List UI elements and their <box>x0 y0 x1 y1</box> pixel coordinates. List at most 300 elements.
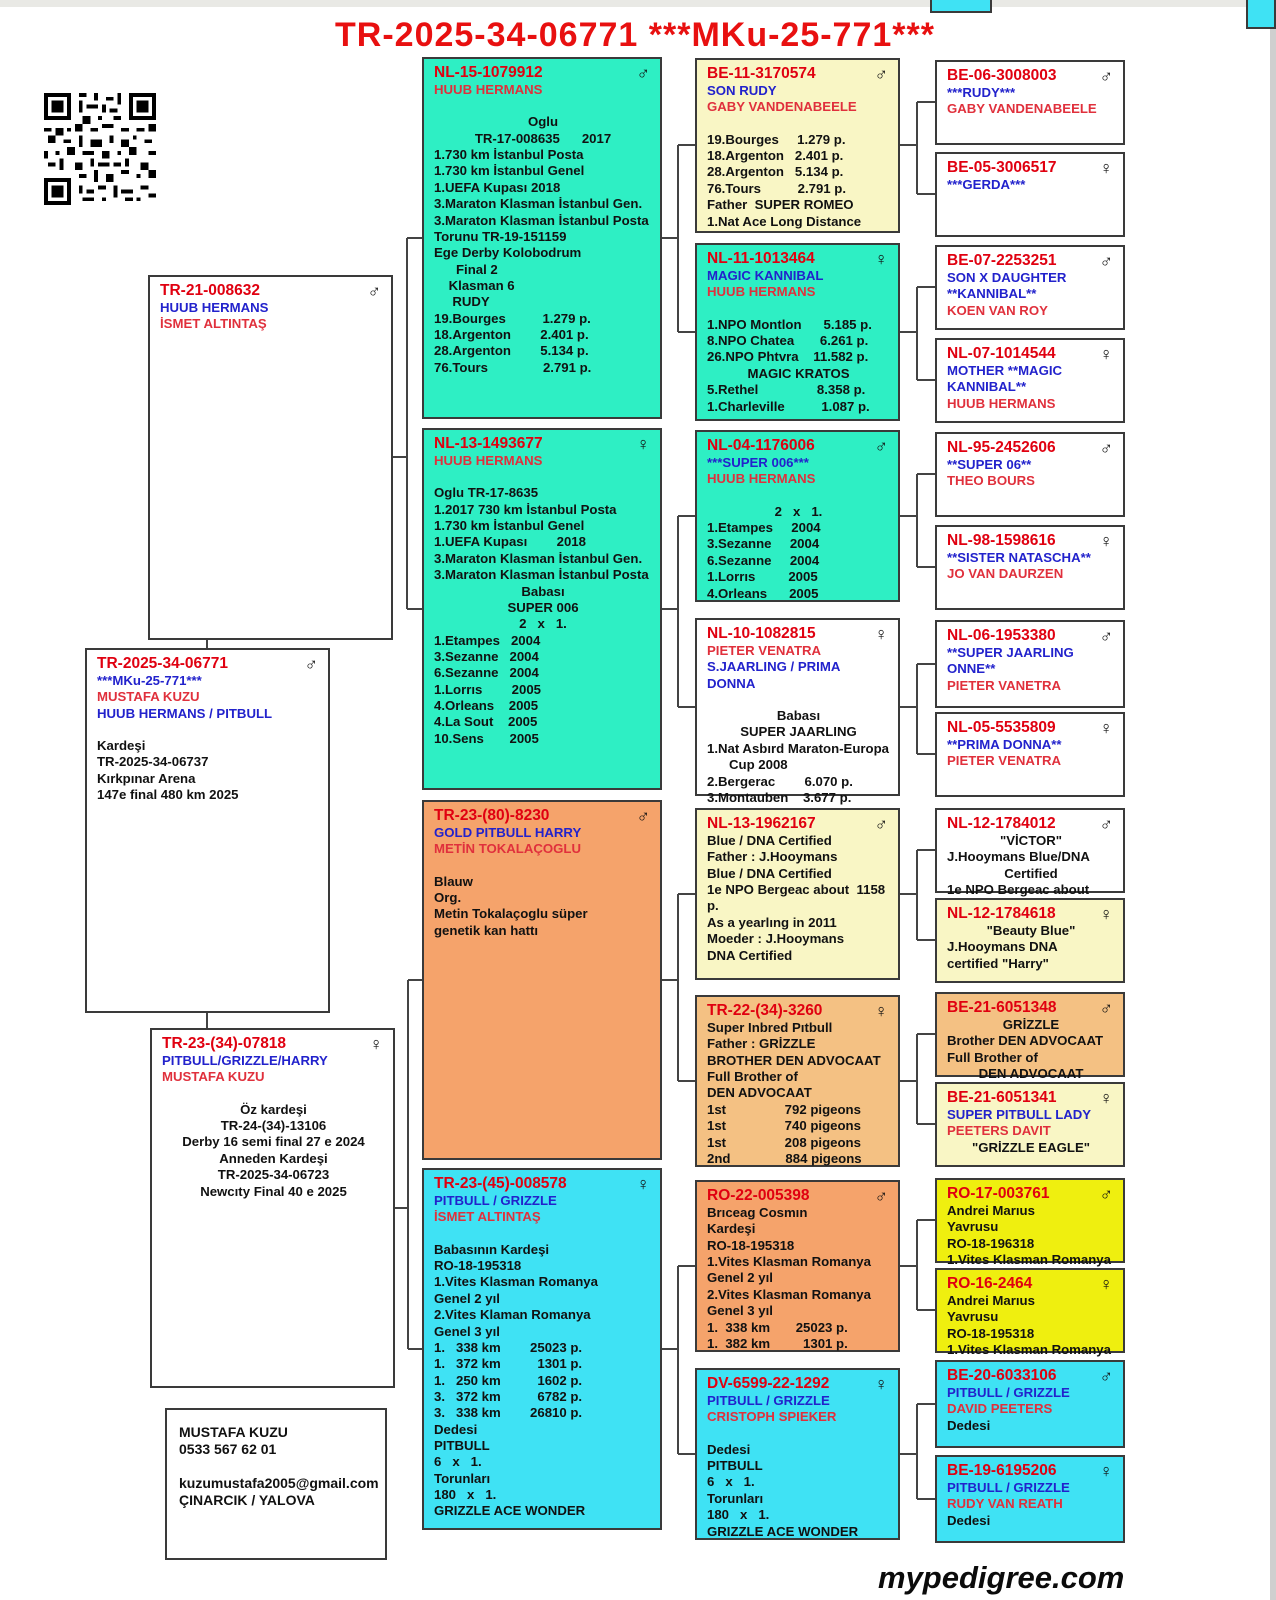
pedigree-box-TR-21-008632 <box>148 275 393 640</box>
pedigree-line: Andrei Marıus <box>947 1203 1035 1218</box>
pedigree-box-NL-13-1493677 <box>422 428 662 790</box>
pedigree-line: 3.Maraton Klasman İstanbul Posta <box>434 567 649 583</box>
female-icon: ♀ <box>1099 158 1113 178</box>
box-header <box>434 64 652 82</box>
pedigree-line: 3.Sezanne 2004 <box>707 536 820 552</box>
box-header <box>947 67 1115 85</box>
pedigree-line: 1.Nat Asbırd Maraton-Europa <box>707 740 889 756</box>
pedigree-line: Dedesi <box>947 1512 991 1528</box>
pedigree-line: Andrei Marıus <box>947 1293 1035 1308</box>
box-header <box>947 999 1115 1017</box>
pedigree-line: 18.Argenton 2.401 p. <box>434 327 589 343</box>
pedigree-line: Klasman 6 <box>434 277 515 293</box>
pedigree-line: RO-18-195318 <box>707 1237 795 1253</box>
pedigree-line <box>97 722 320 738</box>
ring-number: RO-22-005398 <box>707 1187 810 1204</box>
pedigree-line: SON X DAUGHTER <box>947 270 1067 285</box>
pedigree-line: BROTHER DEN ADVOCAAT <box>707 1052 881 1068</box>
ring-number: BE-07-2253251 <box>947 252 1057 269</box>
pedigree-line: KOEN VAN ROY <box>947 302 1048 318</box>
pedigree-box-TR-22-34-3260 <box>695 995 900 1167</box>
pedigree-line: 1.Etampes 2004 <box>434 632 541 648</box>
pedigree-line: ONNE** <box>947 661 996 677</box>
pedigree-line: 1e NPO Bergeac about 1158 <box>707 882 886 898</box>
clipped-box-fragment <box>1246 0 1276 29</box>
pedigree-line <box>707 488 890 504</box>
ring-number: DV-6599-22-1292 <box>707 1375 830 1392</box>
pedigree-line: KANNIBAL** <box>947 379 1027 395</box>
pedigree-line: 2.Bergerac 6.070 p. <box>707 773 853 789</box>
pedigree-line: "Beauty Blue" <box>986 923 1076 938</box>
male-icon: ♂ <box>636 806 650 826</box>
pedigree-box-RO-16-2464 <box>935 1268 1125 1358</box>
pedigree-box-BE-05-3006517 <box>935 152 1125 237</box>
pedigree-line: İSMET ALTINTAŞ <box>434 1209 541 1225</box>
box-header <box>434 807 652 825</box>
ring-number: BE-21-6051341 <box>947 1089 1057 1106</box>
pedigree-line <box>179 1459 379 1475</box>
ring-number: NL-12-1784012 <box>947 815 1056 832</box>
pedigree-line: 1st 208 pigeons <box>707 1134 861 1150</box>
pedigree-box-DV-6599-22-1292 <box>695 1368 900 1540</box>
male-icon: ♂ <box>1099 998 1113 1018</box>
pedigree-line: HUUB HERMANS / PITBULL <box>97 705 273 721</box>
female-icon: ♀ <box>369 1034 383 1054</box>
ring-number: NL-11-1013464 <box>707 250 815 267</box>
clipped-box-fragment <box>930 0 992 13</box>
pedigree-box-TR-23-80-8230 <box>422 800 662 1160</box>
pedigree-line: **PRIMA DONNA** <box>947 737 1062 752</box>
ring-number: NL-04-1176006 <box>707 437 815 454</box>
pedigree-line: Genel 3 yıl <box>707 1303 773 1319</box>
pedigree-line: 3.Maraton Klasman İstanbul Gen. <box>434 196 643 212</box>
pedigree-box-NL-10-1082815 <box>695 618 900 805</box>
box-header <box>707 625 890 643</box>
pedigree-line: PITBULL / GRIZZLE <box>947 1385 1070 1400</box>
pedigree-line: Yavrusu <box>947 1309 999 1325</box>
pedigree-line: Certified <box>1004 865 1058 881</box>
pedigree-line: 1. 338 km 25023 p. <box>434 1339 583 1355</box>
pedigree-line: Newcıty Final 40 e 2025 <box>200 1183 347 1199</box>
pedigree-line: PIETER VENATRA <box>947 753 1062 769</box>
pedigree-line: 6 x 1. <box>707 1474 755 1490</box>
male-icon: ♂ <box>367 281 381 301</box>
pedigree-line: 1.730 km İstanbul Genel <box>434 163 585 179</box>
pedigree-line: Full Brother of <box>947 1049 1038 1065</box>
pedigree-line <box>707 116 890 132</box>
ring-number: RO-17-003761 <box>947 1185 1050 1202</box>
pedigree-line: 10.Sens 2005 <box>434 730 539 746</box>
female-icon: ♀ <box>1099 1088 1113 1108</box>
pedigree-line: Father : GRİZZLE <box>707 1036 816 1052</box>
pedigree-line: HUUB HERMANS <box>160 300 269 315</box>
box-header <box>947 532 1115 550</box>
pedigree-line: GRIZZLE ACE WONDER <box>707 1523 859 1539</box>
pedigree-line: Babası <box>776 708 821 724</box>
pedigree-line: Dedesi <box>707 1441 751 1457</box>
male-icon: ♂ <box>1099 251 1113 271</box>
pedigree-box-TR-23-34-07818 <box>150 1028 395 1388</box>
ring-number: NL-07-1014544 <box>947 345 1056 362</box>
pedigree-line: 3.Maraton Klasman İstanbul Gen. <box>434 550 643 566</box>
pedigree-line: Brother DEN ADVOCAAT <box>947 1033 1104 1049</box>
pedigree-line: SUPER JAARLING <box>740 724 857 740</box>
female-icon: ♀ <box>1099 718 1113 738</box>
pedigree-line: 1.UEFA Kupası 2018 <box>434 179 561 195</box>
pedigree-line: PITBULL <box>707 1458 763 1474</box>
ring-number: BE-11-3170574 <box>707 65 816 82</box>
pedigree-line: HUUB HERMANS <box>707 284 816 300</box>
pedigree-line: **KANNIBAL** <box>947 286 1037 302</box>
pedigree-line: Kardeşi <box>707 1221 756 1237</box>
ring-number: BE-06-3008003 <box>947 67 1057 84</box>
pedigree-line: 4.Orleans 2005 <box>707 585 819 601</box>
male-icon: ♂ <box>636 63 650 83</box>
pedigree-line: ***MKu-25-771*** <box>97 673 202 688</box>
pedigree-line: RO-18-195318 <box>434 1258 522 1274</box>
pedigree-line: Torunu TR-19-151159 <box>434 228 567 244</box>
pedigree-box-TR-2025-34-06771 <box>85 648 330 1013</box>
box-header <box>947 1367 1115 1385</box>
pedigree-line: Dedesi <box>947 1417 991 1433</box>
pedigree-line: J.Hooymans Blue/DNA <box>947 849 1090 865</box>
pedigree-line: 2.Vites Klasman Romanya <box>707 1286 871 1302</box>
box-header <box>947 719 1115 737</box>
pedigree-line: 3.Sezanne 2004 <box>434 648 539 664</box>
pedigree-line: 4.La Sout 2005 <box>434 714 538 730</box>
pedigree-line: ***RUDY*** <box>947 85 1016 100</box>
pedigree-line: 3. 338 km 26810 p. <box>434 1405 583 1421</box>
box-header <box>707 65 890 83</box>
pedigree-line: 6.Sezanne 2004 <box>434 665 539 681</box>
box-header <box>160 282 383 300</box>
pedigree-line: 19.Bourges 1.279 p. <box>434 310 591 326</box>
pedigree-box-NL-98-1598616 <box>935 525 1125 610</box>
pedigree-line: **SISTER NATASCHA** <box>947 550 1091 565</box>
ring-number: NL-06-1953380 <box>947 627 1056 644</box>
pedigree-line: MAGIC KANNIBAL <box>707 268 824 283</box>
pedigree-line: 0533 567 62 01 <box>179 1441 277 1458</box>
pedigree-line: Öz kardeşi <box>240 1101 307 1117</box>
box-header <box>947 345 1115 363</box>
pedigree-line: SON RUDY <box>707 83 777 98</box>
pedigree-box-BE-20-6033106 <box>935 1360 1125 1448</box>
pedigree-line: MUSTAFA KUZU <box>97 689 200 705</box>
pedigree-line <box>434 469 652 485</box>
pedigree-line: 8.NPO Chatea 6.261 p. <box>707 333 869 349</box>
pedigree-line: CRISTOPH SPIEKER <box>707 1409 837 1425</box>
box-header <box>707 250 890 268</box>
box-header <box>97 655 320 673</box>
box-header <box>707 1187 890 1205</box>
pedigree-line: GRİZZLE <box>1002 1017 1060 1032</box>
pedigree-line: Oglu <box>527 114 559 130</box>
ring-number: TR-23-(34)-07818 <box>162 1035 287 1052</box>
pedigree-line: Genel 3 yıl <box>434 1323 500 1339</box>
pedigree-line: Father SUPER ROMEO <box>707 197 854 213</box>
site-watermark: mypedigree.com <box>878 1560 1125 1595</box>
pedigree-line: S.JAARLING / PRIMA DONNA <box>707 659 844 691</box>
pedigree-line: Torunları <box>434 1470 491 1486</box>
pedigree-line: TR-17-008635 2017 <box>474 130 612 146</box>
pedigree-line: SUPER PITBULL LADY <box>947 1107 1092 1122</box>
ring-number: NL-98-1598616 <box>947 532 1056 549</box>
pedigree-box-NL-15-1079912 <box>422 57 662 419</box>
male-icon: ♂ <box>874 814 888 834</box>
pedigree-line: PIETER VENATRA <box>707 643 822 658</box>
ring-number: TR-2025-34-06771 <box>97 655 228 672</box>
pedigree-line: "VİCTOR" <box>999 833 1063 848</box>
box-header <box>707 1375 890 1393</box>
pedigree-line: TR-2025-34-06737 <box>97 754 209 770</box>
pedigree-box-NL-04-1176006 <box>695 430 900 602</box>
pedigree-line: 1.Lorrıs 2005 <box>707 569 818 585</box>
pedigree-line: TR-2025-34-06723 <box>217 1167 330 1183</box>
ring-number: NL-05-5535809 <box>947 719 1056 736</box>
pedigree-box-NL-13-1962167 <box>695 808 900 980</box>
male-icon: ♂ <box>1099 66 1113 86</box>
pedigree-line: 1.Vites Klasman Romanya <box>947 1252 1111 1268</box>
pedigree-line: Blue / DNA Certified <box>707 865 832 881</box>
pedigree-line: 1st 740 pigeons <box>707 1118 861 1134</box>
pedigree-line: HUUB HERMANS <box>434 82 543 97</box>
box-header <box>947 1185 1115 1203</box>
pedigree-line: 1. 382 km 1301 p. <box>707 1335 848 1351</box>
box-header <box>947 627 1115 645</box>
pedigree-line: 147e final 480 km 2025 <box>97 787 239 803</box>
pedigree-line: Father : J.Hooymans <box>707 849 838 865</box>
pedigree-line: Genel 2 yıl <box>707 1270 773 1286</box>
pedigree-box-NL-95-2452606 <box>935 432 1125 517</box>
pedigree-line: Yavrusu <box>947 1219 999 1235</box>
pedigree-box-NL-05-5535809 <box>935 712 1125 797</box>
box-header <box>947 1089 1115 1107</box>
pedigree-line: Cup 2008 <box>707 757 788 773</box>
male-icon: ♂ <box>874 436 888 456</box>
pedigree-line: 2nd 884 pigeons <box>707 1150 862 1166</box>
pedigree-line: PEETERS DAVIT <box>947 1123 1051 1139</box>
pedigree-line: Oglu TR-17-8635 <box>434 485 539 501</box>
pedigree-line: 1. 338 km 25023 p. <box>707 1319 848 1335</box>
pedigree-line: 1. 372 km 1301 p. <box>434 1356 583 1372</box>
pedigree-line: Blue / DNA Certified <box>707 833 832 848</box>
box-header <box>947 1275 1115 1293</box>
female-icon: ♀ <box>636 1174 650 1194</box>
pedigree-line: 2 x 1. <box>519 616 567 632</box>
pedigree-box-BE-11-3170574 <box>695 58 900 233</box>
pedigree-line: 28.Argenton 5.134 p. <box>707 164 844 180</box>
pedigree-line: 1.Charleville 1.087 p. <box>707 398 870 414</box>
pedigree-line: TR-24-(34)-13106 <box>220 1118 327 1134</box>
pedigree-line: 1.UEFA Kupası 2018 <box>434 534 586 550</box>
pedigree-line: **SUPER JAARLING <box>947 645 1074 660</box>
ring-number: NL-13-1493677 <box>434 435 543 452</box>
pedigree-line: Moeder : J.Hooymans <box>707 931 845 947</box>
box-header <box>947 252 1115 270</box>
box-header <box>707 815 890 833</box>
male-icon: ♂ <box>1099 814 1113 834</box>
ring-number: NL-15-1079912 <box>434 64 543 81</box>
pedigree-line: J.Hooymans DNA <box>947 939 1058 955</box>
male-icon: ♂ <box>874 64 888 84</box>
pedigree-line <box>707 301 890 317</box>
pedigree-line: Babasının Kardeşi <box>434 1241 550 1257</box>
pedigree-line: 1.Nat Ace Long Distance <box>707 213 862 229</box>
pedigree-line: PITBULL/GRIZZLE/HARRY <box>162 1053 328 1068</box>
female-icon: ♀ <box>636 434 650 454</box>
ring-number: BE-19-6195206 <box>947 1462 1057 1479</box>
pedigree-line: SUPER 006 <box>507 599 579 615</box>
pedigree-line: 3. 372 km 6782 p. <box>434 1388 583 1404</box>
pedigree-box-NL-12-1784012 <box>935 808 1125 898</box>
ring-number: TR-23-(80)-8230 <box>434 807 550 824</box>
pedigree-box-BE-07-2253251 <box>935 245 1125 330</box>
box-header <box>947 1462 1115 1480</box>
pedigree-line: 5.Rethel 8.358 p. <box>707 382 866 398</box>
male-icon: ♂ <box>1099 438 1113 458</box>
pedigree-box-RO-22-005398 <box>695 1180 900 1352</box>
pedigree-line: 1.NPO Montlon 5.185 p. <box>707 316 872 332</box>
pedigree-line: GRIZZLE ACE WONDER <box>434 1503 586 1519</box>
pedigree-line: HUUB HERMANS <box>707 471 816 487</box>
box-header <box>947 905 1115 923</box>
pedigree-line: certified "Harry" <box>947 955 1049 971</box>
ring-number: TR-22-(34)-3260 <box>707 1002 823 1019</box>
ring-number: TR-21-008632 <box>160 282 260 299</box>
ring-number: BE-20-6033106 <box>947 1367 1057 1384</box>
pedigree-line: ***SUPER 006*** <box>707 455 809 470</box>
female-icon: ♀ <box>1099 344 1113 364</box>
box-header <box>434 1175 652 1193</box>
pedigree-line: 19.Bourges 1.279 p. <box>707 131 846 147</box>
pedigree-line: MAGIC KRATOS <box>747 365 850 381</box>
pedigree-line: p. <box>707 898 719 914</box>
male-icon: ♂ <box>1099 626 1113 646</box>
pedigree-box-RO-17-003761 <box>935 1178 1125 1268</box>
contact-card <box>165 1408 387 1560</box>
pedigree-line: 6.Sezanne 2004 <box>707 552 820 568</box>
pedigree-line: Anneden Kardeşi <box>219 1150 328 1166</box>
pedigree-line: 1.Vites Klasman Romanya <box>707 1254 871 1270</box>
pedigree-line: Genel 2 yıl <box>434 1290 500 1306</box>
pedigree-line: 1.Vites Klasman Romanya <box>434 1274 598 1290</box>
pedigree-line: DAVID PEETERS <box>947 1401 1053 1417</box>
pedigree-line: Final 2 <box>434 261 498 277</box>
male-icon: ♂ <box>1099 1366 1113 1386</box>
pedigree-line <box>434 858 652 874</box>
pedigree-box-BE-06-3008003 <box>935 60 1125 145</box>
pedigree-line: RUDY VAN REATH <box>947 1496 1063 1512</box>
pedigree-line: PITBULL / GRIZZLE <box>707 1393 830 1408</box>
pedigree-line: ÇINARCIK / YALOVA <box>179 1492 315 1509</box>
pedigree-line: genetik kan hattı <box>434 922 539 938</box>
pedigree-line: Ege Derby Kolobodrum <box>434 245 582 261</box>
pedigree-line: 1.Lorrıs 2005 <box>434 681 542 697</box>
pedigree-line: HUUB HERMANS <box>947 395 1056 411</box>
pedigree-line: HUUB HERMANS <box>434 453 543 468</box>
pedigree-line: Derby 16 semi final 27 e 2024 <box>182 1134 365 1150</box>
pedigree-box-NL-06-1953380 <box>935 620 1125 708</box>
pedigree-line: 6 x 1. <box>434 1454 482 1470</box>
pedigree-line: MUSTAFA KUZU <box>179 1424 288 1440</box>
pedigree-line: As a yearlıng in 2011 <box>707 914 837 930</box>
pedigree-line <box>707 1426 890 1442</box>
pedigree-box-NL-12-1784618 <box>935 898 1125 983</box>
pedigree-line: 1st 792 pigeons <box>707 1101 861 1117</box>
pedigree-line: DEN ADVOCAAT <box>707 1085 812 1101</box>
pedigree-line <box>434 1226 652 1242</box>
pedigree-line: Full Brother of <box>707 1069 798 1085</box>
pedigree-line: 3.Maraton Klasman İstanbul Posta <box>434 212 649 228</box>
pedigree-line: GOLD PITBULL HARRY <box>434 825 582 840</box>
pedigree-line: JO VAN DAURZEN <box>947 566 1064 582</box>
pedigree-line: **SUPER 06** <box>947 457 1032 472</box>
pedigree-line: 26.NPO Phtvra 11.582 p. <box>707 349 869 365</box>
pedigree-line: METİN TOKALAÇOGLU <box>434 841 582 857</box>
pedigree-line: 180 x 1. <box>434 1487 497 1503</box>
female-icon: ♀ <box>874 249 888 269</box>
pedigree-line <box>434 98 652 114</box>
female-icon: ♀ <box>874 1374 888 1394</box>
box-header <box>947 159 1115 177</box>
pedigree-line: 76.Tours 2.791 p. <box>707 180 847 196</box>
pedigree-line <box>162 1086 385 1102</box>
pedigree-line: Metin Tokalaçoglu süper <box>434 906 588 922</box>
pedigree-line: THEO BOURS <box>947 473 1035 489</box>
pedigree-line: Kardeşi <box>97 738 146 754</box>
ring-number: NL-13-1962167 <box>707 815 816 832</box>
female-icon: ♀ <box>1099 1461 1113 1481</box>
pedigree-line: 1.Etampes 2004 <box>707 520 821 536</box>
female-icon: ♀ <box>874 1001 888 1021</box>
ring-number: RO-16-2464 <box>947 1275 1033 1292</box>
female-icon: ♀ <box>1099 904 1113 924</box>
male-icon: ♂ <box>874 1186 888 1206</box>
pedigree-line: RUDY <box>434 294 490 310</box>
ring-number: BE-21-6051348 <box>947 999 1057 1016</box>
pedigree-line: Super Inbred Pıtbull <box>707 1020 833 1035</box>
pedigree-line: PITBULL / GRIZZLE <box>947 1480 1070 1495</box>
pedigree-line: PITBULL / GRIZZLE <box>434 1193 557 1208</box>
ring-number: NL-12-1784618 <box>947 905 1056 922</box>
pedigree-line: 2 x 1. <box>774 503 823 519</box>
pedigree-line: 1.Vites Klasman Romanya <box>947 1342 1111 1358</box>
pedigree-line: 1.2017 730 km İstanbul Posta <box>434 501 617 517</box>
box-header <box>162 1035 385 1053</box>
pedigree-line: 1.730 km İstanbul Posta <box>434 147 584 163</box>
pedigree-box-NL-07-1014544 <box>935 338 1125 423</box>
pedigree-line: RO-18-196318 <box>947 1235 1035 1251</box>
pedigree-line: MOTHER **MAGIC <box>947 363 1063 378</box>
pedigree-line: DEN ADVOCAAT <box>978 1066 1084 1082</box>
box-header <box>947 815 1115 833</box>
pedigree-line: PIETER VANETRA <box>947 677 1062 693</box>
female-icon: ♀ <box>874 624 888 644</box>
box-header <box>707 1002 890 1020</box>
ring-number: TR-23-(45)-008578 <box>434 1175 567 1192</box>
pedigree-line: 1.730 km İstanbul Genel <box>434 518 585 534</box>
pedigree-line: Torunları <box>707 1490 764 1506</box>
pedigree-line: Brıceag Cosmın <box>707 1205 808 1220</box>
male-icon: ♂ <box>304 654 318 674</box>
box-header <box>947 439 1115 457</box>
pedigree-line: Org. <box>434 890 462 906</box>
pedigree-line: İSMET ALTINTAŞ <box>160 316 267 332</box>
pedigree-line: 18.Argenton 2.401 p. <box>707 148 844 164</box>
pedigree-box-BE-21-6051348 <box>935 992 1125 1082</box>
female-icon: ♀ <box>1099 1274 1113 1294</box>
pedigree-line: 1. 250 km 1602 p. <box>434 1372 583 1388</box>
